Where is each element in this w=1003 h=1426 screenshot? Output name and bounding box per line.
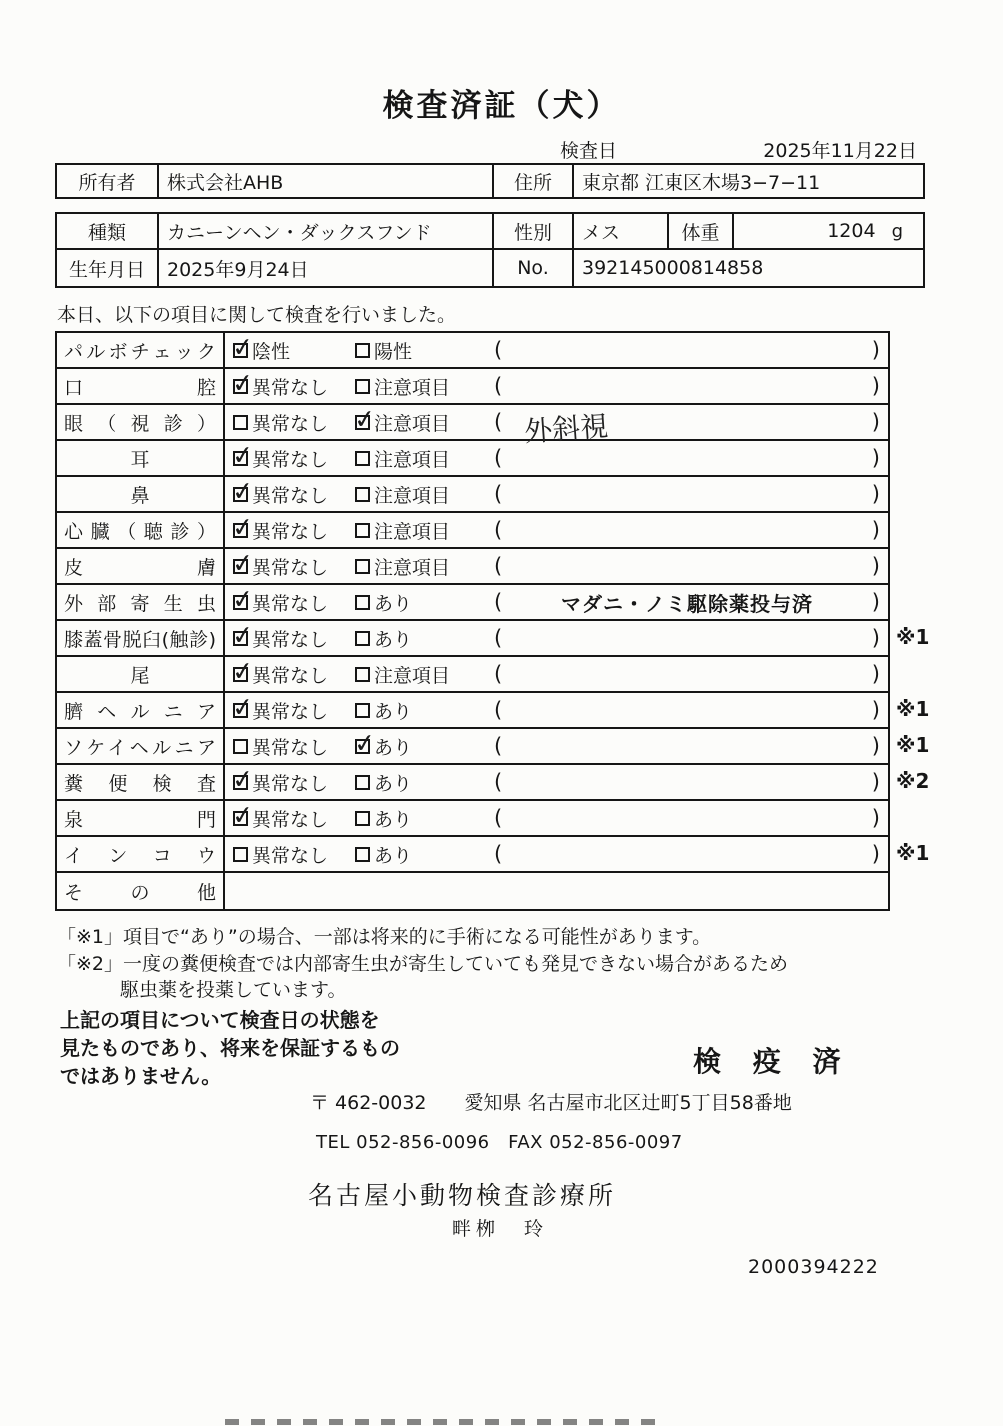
open-paren: ( (494, 698, 503, 722)
checkbox-label: あり (374, 592, 413, 615)
close-paren: ) (871, 554, 880, 578)
checkbox-group (355, 841, 490, 868)
footnote-1: 「※1」項目で“あり”の場合、一部は将来的に手術になる可能性があります。 (57, 926, 712, 948)
no-value: 392145000814858 (572, 250, 923, 286)
empty-checkbox (355, 523, 370, 538)
item-label: 眼（視診） (64, 412, 216, 435)
checkbox-group (225, 805, 355, 832)
item-label: 鼻 (130, 484, 150, 507)
empty-checkbox (355, 343, 370, 358)
checkbox-label: 異常なし (252, 412, 329, 435)
item-label: 臍ヘルニア (64, 700, 216, 723)
empty-checkbox (355, 811, 370, 826)
owner-table (55, 163, 925, 199)
checkbox-group (355, 373, 490, 400)
footnote-mark: ※1 (896, 841, 930, 865)
close-paren: ) (871, 338, 880, 362)
footnote-mark: ※2 (896, 769, 930, 793)
item-label: その他 (64, 881, 216, 904)
inspection-date-line (560, 136, 917, 163)
checkbox-group (225, 625, 355, 652)
pet-info-table (55, 212, 925, 288)
note-cell (490, 734, 888, 758)
clinic-name: 名古屋小動物検査診療所 (308, 1181, 617, 1210)
weight-value: 1204 (827, 220, 876, 242)
check-table-row (57, 657, 888, 693)
open-paren: ( (494, 626, 503, 650)
checkbox-group (225, 661, 355, 688)
sex-value: メス (572, 214, 667, 248)
row-content (225, 621, 888, 655)
checkbox-group (355, 517, 490, 544)
checkbox-label: 異常なし (252, 628, 329, 651)
item-cell (57, 333, 225, 367)
item-cell (57, 657, 225, 691)
checkbox-group (225, 733, 355, 760)
note-cell (490, 338, 888, 362)
close-paren: ) (871, 806, 880, 830)
checkbox-label: 異常なし (252, 808, 329, 831)
checkbox-label: 注意項目 (374, 448, 451, 471)
disclaimer-statement: 上記の項目について検査日の状態を 見たものであり、将来を保証するもの ではありません。 (60, 1008, 400, 1088)
checkbox-group (225, 769, 355, 796)
footnote-mark: ※1 (896, 625, 930, 649)
item-cell (57, 405, 225, 439)
item-label: パルボチェック (64, 340, 216, 363)
checked-checkbox (233, 451, 248, 466)
checkbox-group (355, 805, 490, 832)
check-table-row (57, 513, 888, 549)
checkbox-group (225, 589, 355, 616)
item-label: ソケイヘルニア (64, 736, 216, 759)
no-label: No. (492, 250, 572, 286)
check-table-row (57, 621, 888, 657)
close-paren: ) (871, 518, 880, 542)
checked-checkbox (233, 523, 248, 538)
note-cell (490, 588, 888, 617)
close-paren: ) (871, 446, 880, 470)
check-table-row (57, 441, 888, 477)
document-title: 検査済証（犬） (382, 88, 621, 124)
item-label: 膝蓋骨脱臼(触診) (64, 628, 216, 651)
close-paren: ) (871, 662, 880, 686)
checkbox-group (225, 553, 355, 580)
close-paren: ) (871, 698, 880, 722)
row-content (225, 693, 888, 727)
checkbox-label: 異常なし (252, 844, 329, 867)
empty-checkbox (355, 487, 370, 502)
row-content (225, 477, 888, 511)
checkbox-group (355, 553, 490, 580)
empty-checkbox (355, 559, 370, 574)
check-table-row (57, 477, 888, 513)
footnote-2-line1: 「※2」一度の糞便検査では内部寄生虫が寄生していても発見できない場合があるため (57, 953, 789, 975)
item-cell (57, 621, 225, 655)
item-cell (57, 873, 225, 909)
open-paren: ( (494, 662, 503, 686)
checkbox-label: 異常なし (252, 736, 329, 759)
open-paren: ( (494, 842, 503, 866)
empty-checkbox (355, 847, 370, 862)
birthdate-value: 2025年9月24日 (157, 250, 492, 286)
checkbox-group (225, 841, 355, 868)
empty-checkbox (233, 847, 248, 862)
item-cell (57, 369, 225, 403)
empty-checkbox (355, 775, 370, 790)
address-value: 東京都 江東区木場3−7−11 (572, 165, 923, 197)
owner-value: 株式会社AHB (157, 165, 492, 197)
checkbox-group (355, 337, 490, 364)
open-paren: ( (494, 446, 503, 470)
checkbox-group (355, 661, 490, 688)
row-content (225, 549, 888, 583)
weight-label: 体重 (667, 214, 732, 248)
footnote-mark: ※1 (896, 733, 930, 757)
inspection-date-value: 2025年11月22日 (763, 140, 917, 162)
checked-checkbox (233, 487, 248, 502)
birthdate-label: 生年月日 (68, 258, 145, 281)
checked-checkbox (233, 595, 248, 610)
check-table-row (57, 801, 888, 837)
item-label: 外部寄生虫 (64, 592, 216, 615)
check-table-row (57, 405, 888, 449)
note-cell (490, 698, 888, 722)
note-text: 外斜視 (523, 409, 610, 449)
checkbox-group (225, 517, 355, 544)
clinic-postal-address: 〒 462-0032 愛知県 名古屋市北区辻町5丁目58番地 (310, 1092, 792, 1114)
inspection-date-label: 検査日 (560, 140, 618, 162)
empty-checkbox (233, 739, 248, 754)
item-label: 耳 (130, 448, 150, 471)
note-cell (490, 402, 888, 449)
checkbox-label: 異常なし (252, 556, 329, 579)
empty-checkbox (355, 451, 370, 466)
row-content (225, 513, 888, 547)
checkbox-label: あり (374, 772, 413, 795)
checkbox-label: あり (374, 736, 413, 759)
note-cell (490, 842, 888, 866)
checkbox-label: あり (374, 808, 413, 831)
item-cell (57, 837, 225, 871)
check-table-row (57, 585, 888, 621)
open-paren: ( (494, 410, 503, 434)
checked-checkbox (233, 343, 248, 358)
empty-checkbox (355, 631, 370, 646)
open-paren: ( (494, 374, 503, 398)
check-table-row (57, 837, 888, 873)
item-label: 心臓（聴診） (64, 520, 216, 543)
empty-checkbox (233, 415, 248, 430)
checkbox-group (225, 445, 355, 472)
item-cell (57, 801, 225, 835)
close-paren: ) (871, 770, 880, 794)
close-paren: ) (871, 482, 880, 506)
checkbox-group (355, 697, 490, 724)
open-paren: ( (494, 770, 503, 794)
empty-checkbox (355, 703, 370, 718)
row-content (225, 405, 888, 449)
checkbox-label: 注意項目 (374, 520, 451, 543)
check-table-row (57, 873, 888, 909)
item-cell (57, 585, 225, 619)
scan-artifact (225, 1419, 655, 1425)
breed-value: カニーンヘン・ダックスフンド (157, 214, 492, 248)
checkbox-group (355, 445, 490, 472)
checkbox-label: 異常なし (252, 772, 329, 795)
address-label: 住所 (492, 165, 572, 197)
checkbox-label: あり (374, 844, 413, 867)
checkbox-label: 異常なし (252, 448, 329, 471)
checkbox-group (225, 481, 355, 508)
item-cell (57, 441, 225, 475)
item-label: 泉門 (64, 808, 216, 831)
close-paren: ) (871, 374, 880, 398)
item-label: 口腔 (64, 376, 216, 399)
checkbox-group (355, 625, 490, 652)
checkbox-label: 異常なし (252, 520, 329, 543)
clinic-tel-fax: TEL 052-856-0096 FAX 052-856-0097 (316, 1132, 683, 1153)
checkbox-label: 異常なし (252, 592, 329, 615)
check-table-row (57, 729, 888, 765)
checkbox-label: 陰性 (252, 340, 291, 363)
intro-text: 本日、以下の項目に関して検査を行いました。 (57, 304, 457, 326)
open-paren: ( (494, 518, 503, 542)
open-paren: ( (494, 482, 503, 506)
quarantine-passed-stamp: 検 疫 済 (693, 1045, 852, 1078)
footnote-mark: ※1 (896, 697, 930, 721)
checkbox-group (355, 733, 490, 760)
checkbox-label: あり (374, 628, 413, 651)
clinic-representative-name: 畔栁 玲 (452, 1218, 549, 1240)
weight-cell (732, 214, 923, 248)
checkbox-group (355, 589, 490, 616)
checkbox-label: あり (374, 700, 413, 723)
checkbox-group (355, 481, 490, 508)
checked-checkbox (233, 559, 248, 574)
item-label: 皮膚 (64, 556, 216, 579)
checkbox-group (225, 337, 355, 364)
footnote-2-line2: 駆虫薬を投薬しています。 (120, 979, 347, 1001)
note-cell (490, 554, 888, 578)
checked-checkbox (233, 775, 248, 790)
weight-unit: g (891, 220, 903, 242)
checked-checkbox (233, 379, 248, 394)
check-table (55, 331, 890, 911)
document-number: 2000394222 (748, 1256, 879, 1278)
empty-checkbox (355, 379, 370, 394)
check-table-row (57, 693, 888, 729)
owner-label: 所有者 (78, 171, 136, 194)
checked-checkbox (233, 811, 248, 826)
checked-checkbox (233, 703, 248, 718)
item-label: 尾 (130, 664, 150, 687)
checkbox-label: 注意項目 (374, 556, 451, 579)
row-content (225, 729, 888, 763)
checkbox-label: 注意項目 (374, 664, 451, 687)
checked-checkbox (233, 667, 248, 682)
row-content (225, 801, 888, 835)
note-cell (490, 626, 888, 650)
close-paren: ) (871, 626, 880, 650)
close-paren: ) (871, 410, 880, 434)
row-content (225, 873, 888, 909)
checkbox-label: 注意項目 (374, 376, 451, 399)
check-table-row (57, 765, 888, 801)
note-cell (490, 446, 888, 470)
note-cell (490, 770, 888, 794)
note-cell (490, 482, 888, 506)
item-cell (57, 513, 225, 547)
checkbox-label: 異常なし (252, 484, 329, 507)
row-content (225, 585, 888, 619)
checked-checkbox (233, 631, 248, 646)
open-paren: ( (494, 734, 503, 758)
sex-label: 性別 (492, 214, 572, 248)
close-paren: ) (871, 590, 880, 614)
item-label: インコウ (64, 844, 216, 867)
row-content (225, 765, 888, 799)
check-table-row (57, 549, 888, 585)
row-content (225, 333, 888, 367)
checkbox-group (225, 697, 355, 724)
empty-checkbox (355, 667, 370, 682)
checkbox-label: 注意項目 (374, 412, 451, 435)
open-paren: ( (494, 338, 503, 362)
item-cell (57, 549, 225, 583)
note-cell (490, 518, 888, 542)
checked-checkbox (355, 415, 370, 430)
checkbox-label: 異常なし (252, 664, 329, 687)
row-content (225, 837, 888, 871)
note-cell (490, 806, 888, 830)
close-paren: ) (871, 842, 880, 866)
checkbox-label: 注意項目 (374, 484, 451, 507)
close-paren: ) (871, 734, 880, 758)
item-cell (57, 729, 225, 763)
check-table-row (57, 333, 888, 369)
empty-checkbox (355, 595, 370, 610)
row-content (225, 657, 888, 691)
open-paren: ( (494, 554, 503, 578)
item-cell (57, 477, 225, 511)
checkbox-label: 陽性 (374, 340, 413, 363)
item-cell (57, 765, 225, 799)
note-cell (490, 662, 888, 686)
note-text: マダニ・ノミ駆除薬投与済 (561, 591, 813, 616)
checkbox-group (225, 373, 355, 400)
item-label: 糞便検査 (64, 772, 216, 795)
checkbox-label: 異常なし (252, 376, 329, 399)
open-paren: ( (494, 806, 503, 830)
checkbox-label: 異常なし (252, 700, 329, 723)
checkbox-group (355, 769, 490, 796)
checked-checkbox (355, 739, 370, 754)
checkbox-group (355, 409, 490, 436)
checkbox-group (225, 409, 355, 436)
item-cell (57, 693, 225, 727)
open-paren: ( (494, 590, 503, 614)
breed-label: 種類 (87, 221, 126, 244)
